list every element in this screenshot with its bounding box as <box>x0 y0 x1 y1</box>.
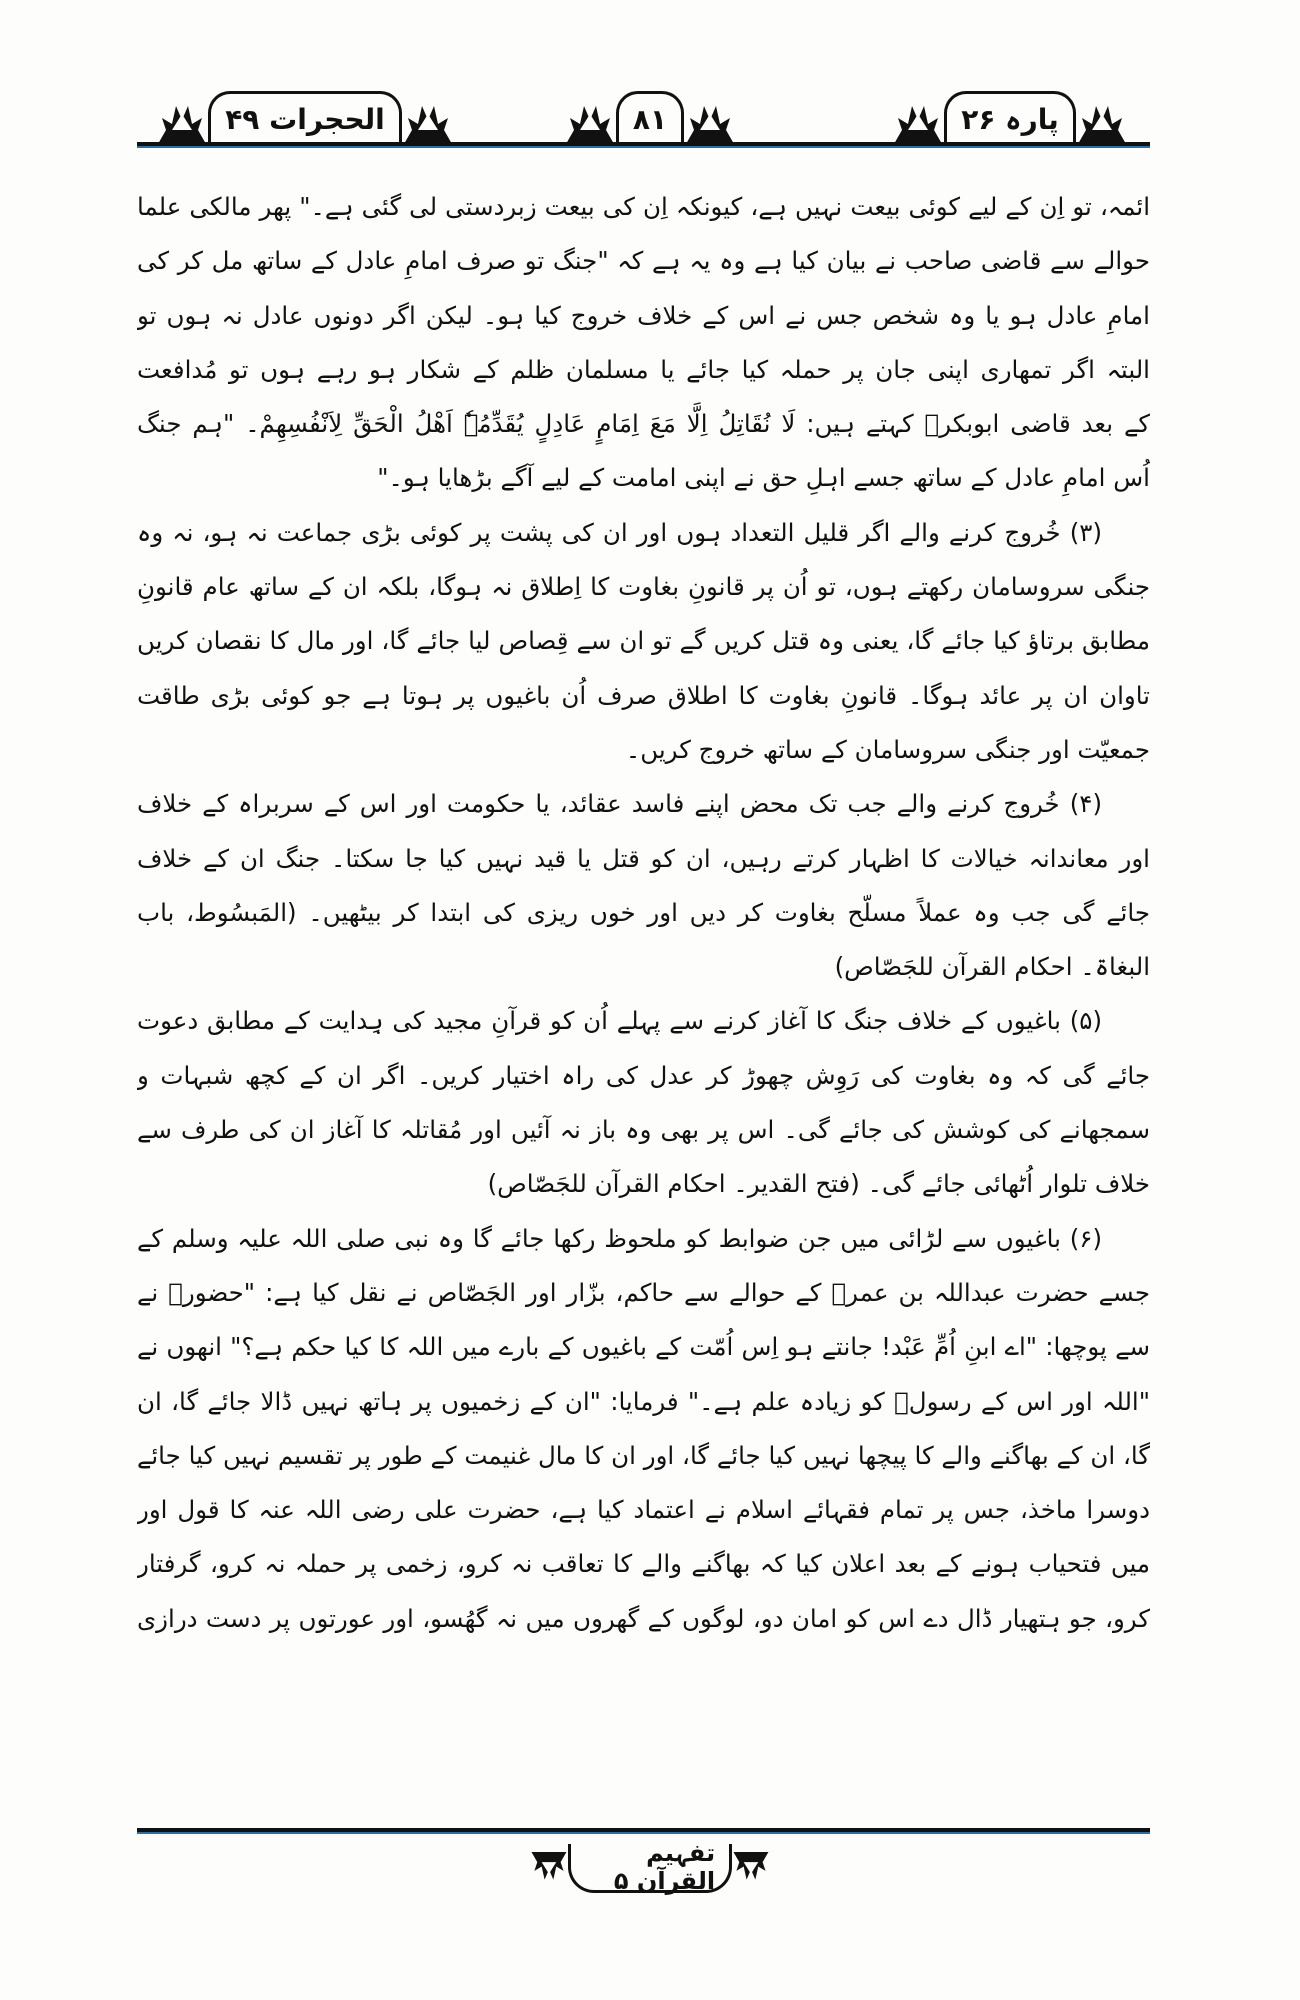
text-line: سمجھانے کی کوشش کی جائے گی۔ اس پر بھی وہ باز نہ آئیں اور مُقاتلہ کا آغاز ان کی طرف سے <box>137 1115 1150 1145</box>
ornament-icon <box>530 1846 568 1890</box>
text-line: دوسرا ماخذ، جس پر تمام فقہائے اسلام نے اعتماد کیا ہے، حضرت علی رضی اللہ عنہ کا قول اور <box>137 1495 1150 1525</box>
text-line: (۴) خُروج کرنے والے جب تک محض اپنے فاسد عقائد، یا حکومت اور اس کے سربراہ کے خلاف <box>137 789 1102 819</box>
text-line: (۶) باغیوں سے لڑائی میں جن ضوابط کو ملحوظ رکھا جائے گا وہ نبی صلی اللہ علیہ وسلم کے <box>137 1223 1102 1253</box>
ornament-icon <box>732 1846 770 1890</box>
text-line: "اللہ اور اس کے رسولؐ کو زیادہ علم ہے۔" فرمایا: "ان کے زخمیوں پر ہاتھ نہیں ڈالا جائے گا، ان <box>137 1386 1150 1416</box>
ornament-icon <box>402 100 454 144</box>
text-line: تاوان ان پر عائد ہوگا۔ قانونِ بغاوت کا اطلاق صرف اُن باغیوں پر ہوتا ہے جو کوئی بڑی طاقت <box>137 680 1150 710</box>
text-line: (۳) خُروج کرنے والے اگر قلیل التعداد ہوں اور ان کی پشت پر کوئی بڑی جماعت نہ ہو، نہ وہ <box>137 517 1102 547</box>
ornament-icon <box>1076 100 1128 144</box>
text-line: خلاف تلوار اُٹھائی جائے گی۔ (فتح القدیر۔ احکام القرآن للجَصّاص) <box>487 1169 1150 1199</box>
text-line: جائے گی کہ وہ بغاوت کی رَوِش چھوڑ کر عدل کی راہ اختیار کریں۔ اگر ان کے کچھ شبہات و <box>137 1060 1150 1090</box>
text-line: ائمہ، تو اِن کے لیے کوئی بیعت نہیں ہے، کیونکہ اِن کی بیعت زبردستی لی گئی ہے۔" پھر مالکی علما <box>137 192 1150 221</box>
ornament-icon <box>892 100 944 144</box>
text-line: سے پوچھا: "اے ابنِ اُمِّ عَبْد! جانتے ہو اِس اُمّت کے باغیوں کے بارے میں اللہ کا کیا حکم ہے؟" انھوں نے <box>137 1332 1150 1362</box>
ornament-icon <box>684 100 736 144</box>
text-line: کرو، جو ہتھیار ڈال دے اس کو امان دو، لوگوں کے گھروں میں نہ گھُسو، اور عورتوں پر دست درازی <box>137 1603 1150 1633</box>
text-line: مطابق برتاؤ کیا جائے گا، یعنی وہ قتل کریں گے تو ان سے قِصاص لیا جائے گا، اور مال کا نقصان کریں <box>137 626 1150 656</box>
header-para <box>860 92 1160 144</box>
text-line: اور معاندانہ خیالات کا اظہار کرتے رہیں، ان کو قتل یا قید نہیں کیا جا سکتا۔ جنگ ان کے خلاف <box>137 843 1150 873</box>
text-line: اُس امامِ عادل کے ساتھ جسے اہلِ حق نے اپنی امامت کے لیے آگے بڑھایا ہو۔" <box>377 463 1150 493</box>
book-title: تفہیم القرآن ۵ <box>568 1844 732 1893</box>
ornament-icon <box>156 100 208 144</box>
text-line: کے بعد قاضی ابوبکرؒ کہتے ہیں: لَا نُقَاتِلُ اِلَّا مَعَ اِمَامٍ عَادِلٍ یُقَدِّمُہٗ اَھْلُ الْحَقِّ لِاَنْفُسِھِمْ۔ "ہم جنگ <box>137 409 1150 439</box>
surah-label: الحجرات ۴۹ <box>208 91 402 144</box>
text-line: جسے حضرت عبداللہ بن عمرؓ کے حوالے سے حاکم، بزّار اور الجَصّاص نے نقل کیا ہے: "حضورؐ نے <box>137 1277 1150 1307</box>
ornament-icon <box>564 100 616 144</box>
page-number: ۸۱ <box>616 91 684 144</box>
text-line: جنگی سروسامان رکھتے ہوں، تو اُن پر قانونِ بغاوت کا اِطلاق نہ ہوگا، بلکہ ان کے ساتھ عام قانونِ <box>137 572 1150 602</box>
header-page-number <box>540 92 760 144</box>
header-rule <box>137 142 1150 148</box>
text-line: گا، ان کے بھاگنے والے کا پیچھا نہیں کیا جائے گا، اور ان کا مال غنیمت کے طور پر تقسیم نہیں کیا جائے <box>137 1440 1150 1470</box>
footer-rule <box>137 1828 1150 1834</box>
text-line: البتہ اگر تمھاری اپنی جان پر حملہ کیا جائے یا مسلمان ظلم کے شکار ہو رہے ہوں تو مُدافعت <box>137 354 1150 384</box>
text-line: جائے گی جب وہ عملاً مسلّح بغاوت کر دیں اور خوں ریزی کی ابتدا کر بیٹھیں۔ (المَبسُوط، باب <box>137 897 1150 927</box>
header-surah <box>140 92 470 144</box>
text-line: امامِ عادل ہو یا وہ شخص جس نے اس کے خلاف خروج کیا ہو۔ لیکن اگر دونوں عادل نہ ہوں تو <box>137 300 1150 330</box>
footer-title <box>530 1838 770 1898</box>
body-text <box>137 180 1150 1646</box>
text-line: جمعیّت اور جنگی سروسامان کے ساتھ خروج کریں۔ <box>625 734 1150 764</box>
para-label: پارہ ۲۶ <box>944 91 1076 144</box>
text-line: میں فتحیاب ہونے کے بعد اعلان کیا کہ بھاگنے والے کا تعاقب نہ کرو، زخمی پر حملہ نہ کرو، گرفتار <box>137 1549 1150 1579</box>
text-line: حوالے سے قاضی صاحب نے بیان کیا ہے وہ یہ ہے کہ "جنگ تو صرف امامِ عادل کے ساتھ مل کر کی <box>137 246 1150 276</box>
text-line: (۵) باغیوں کے خلاف جنگ کا آغاز کرنے سے پہلے اُن کو قرآنِ مجید کی ہِدایت کے مطابق دعوت <box>137 1006 1102 1036</box>
text-line: البغاۃ۔ احکام القرآن للجَصّاص) <box>834 952 1150 982</box>
